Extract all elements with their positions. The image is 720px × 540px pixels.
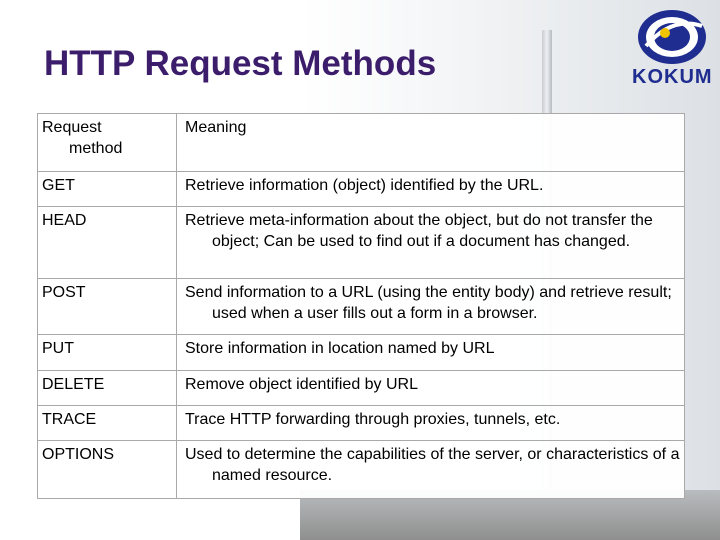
method-cell: POST xyxy=(38,279,177,335)
header-meaning-cell xyxy=(177,114,685,172)
table-row xyxy=(38,207,685,279)
method-cell: GET xyxy=(38,172,177,207)
meaning-cell xyxy=(177,207,685,279)
header-method-line2: method xyxy=(69,140,123,157)
meaning-text: Store information in location named by URL xyxy=(185,340,495,357)
method-cell: TRACE xyxy=(38,406,177,441)
meaning-cell xyxy=(177,441,685,499)
table-row xyxy=(38,406,685,441)
meaning-cell xyxy=(177,172,685,207)
table-row xyxy=(38,371,685,406)
meaning-text: Used to determine the capabilities of the server, or characteristics of a named resource. xyxy=(185,446,680,484)
logo-globe-icon xyxy=(632,6,712,68)
methods-table xyxy=(37,113,685,499)
kokum-logo xyxy=(632,6,712,96)
table-row xyxy=(38,335,685,371)
meaning-text: Trace HTTP forwarding through proxies, tunnels, etc. xyxy=(185,411,561,428)
meaning-cell xyxy=(177,335,685,371)
method-cell: PUT xyxy=(38,335,177,371)
meaning-text: Retrieve information (object) identified by the URL. xyxy=(185,177,544,194)
meaning-text: Send information to a URL (using the entity body) and retrieve result; used when a user fills out a form in a browser. xyxy=(185,284,672,322)
meaning-cell xyxy=(177,279,685,335)
meaning-text: Remove object identified by URL xyxy=(185,376,419,393)
method-cell: DELETE xyxy=(38,371,177,406)
table-row xyxy=(38,172,685,207)
method-cell: OPTIONS xyxy=(38,441,177,499)
slide-title: HTTP Request Methods xyxy=(44,44,437,83)
header-meaning: Meaning xyxy=(185,119,247,136)
meaning-cell xyxy=(177,371,685,406)
table-row xyxy=(38,441,685,499)
meaning-cell xyxy=(177,406,685,441)
meaning-text: Retrieve meta-information about the object, but do not transfer the object; Can be used to find out if a document has changed. xyxy=(185,212,653,250)
table-row xyxy=(38,279,685,335)
table-header-row xyxy=(38,114,685,172)
header-method-line1: Request xyxy=(42,119,102,136)
header-method-cell xyxy=(38,114,177,172)
method-cell: HEAD xyxy=(38,207,177,279)
logo-wordmark: KOKUM xyxy=(632,66,713,88)
